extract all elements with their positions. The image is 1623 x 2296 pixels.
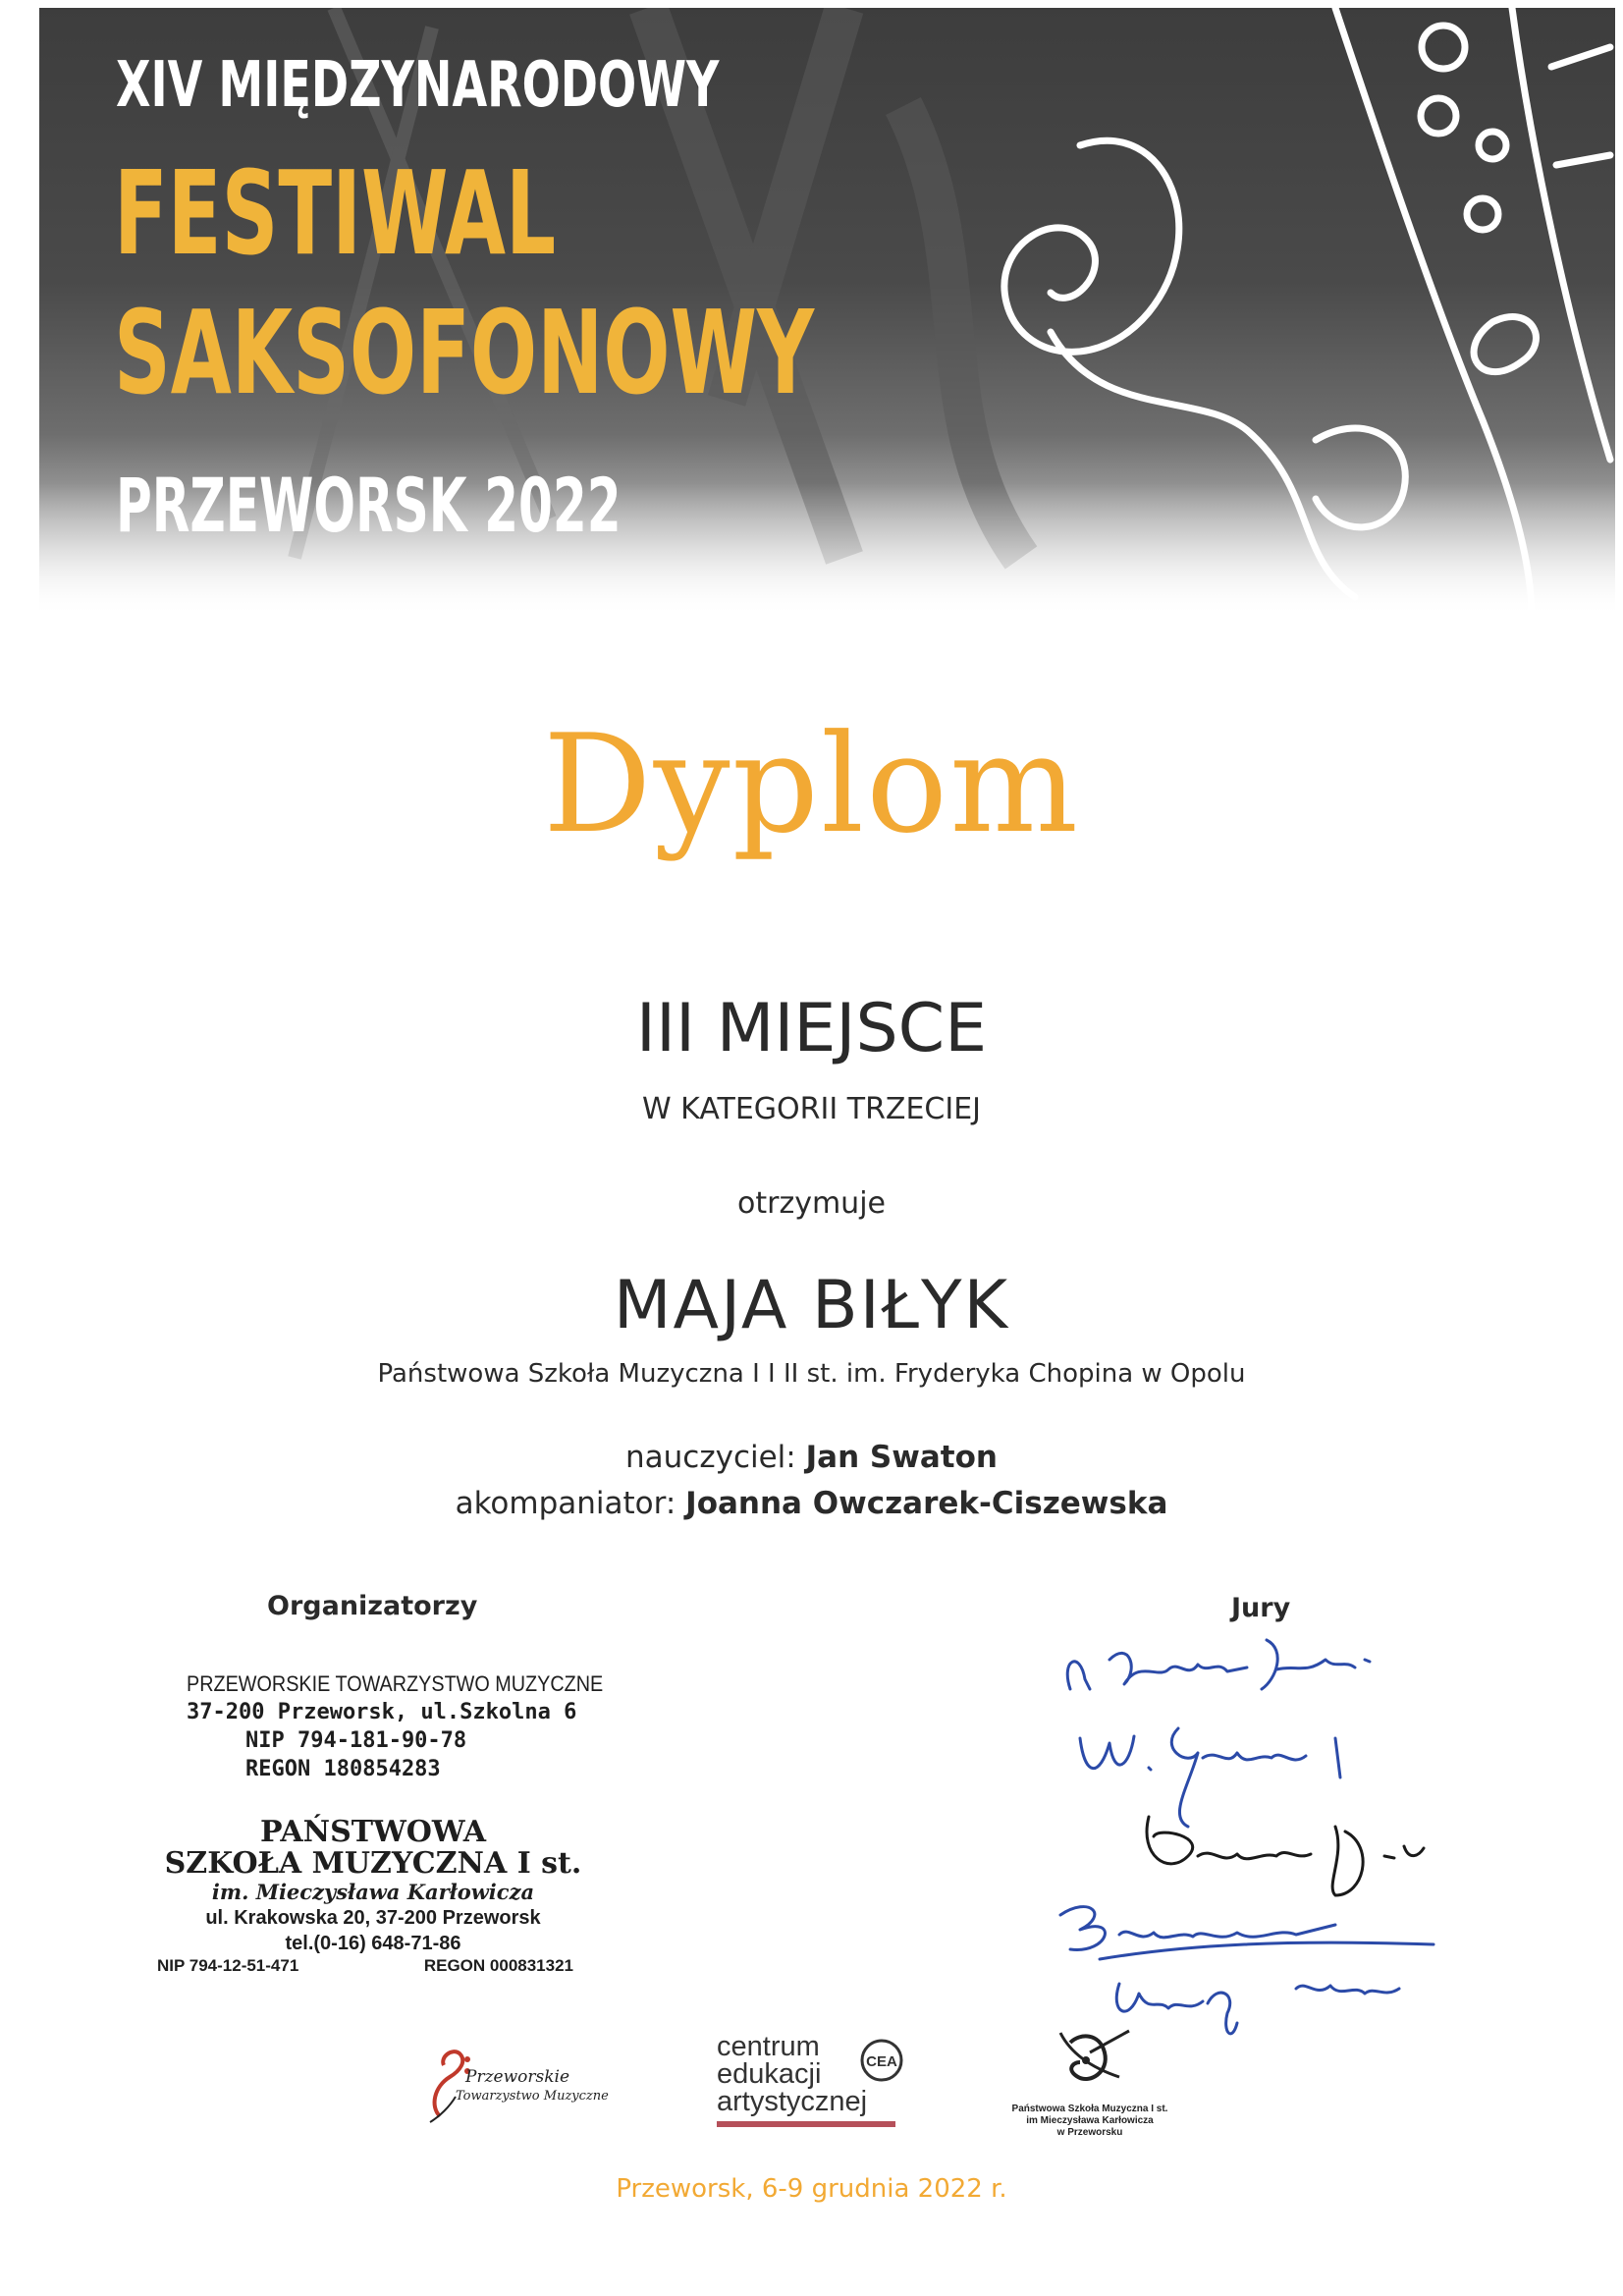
ptm-logo [412,2048,628,2136]
receives-label: otrzymuje [737,1186,886,1221]
award-place: III MIEJSCE [635,990,988,1067]
psm-przeworsk-stamp [157,1817,589,1976]
teacher-name: Jan Swaton [805,1440,998,1475]
violin-icon [1051,2023,1139,2092]
cea-logo [717,2033,913,2131]
signature-1 [1067,1640,1370,1689]
ptm-logo-name1: Przeworskie [465,2067,570,2087]
cea-line3: artystycznej [717,2086,868,2117]
psm-logo-line1: Państwowa Szkoła Muzyczna I st. [1011,2104,1168,2114]
award-category: W KATEGORII TRZECIEJ [641,1092,982,1126]
stamp1-line4: REGON 180854283 [245,1757,441,1781]
recipient-name: MAJA BIŁYK [613,1267,1010,1344]
festival-banner [39,8,1615,617]
bass-clef-icon [420,2048,479,2126]
teacher-line [0,1440,1623,1475]
stamp1-line2: 37-200 Przeworsk, ul.Szkolna 6 [187,1700,577,1724]
recipient-school: Państwowa Szkoła Muzyczna I I II st. im. Fryderyka Chopina w Opolu [377,1359,1246,1389]
diploma-title: Dyplom [542,705,1081,863]
banner-festival: FESTIWAL [114,145,557,281]
psm-logo [992,2023,1188,2151]
stamp2-line4: ul. Krakowska 20, 37-200 Przeworsk [205,1907,541,1929]
banner-edition: XIV MIĘDZYNARODOWY [116,49,720,122]
stamp2-line1: PAŃSTWOWA [260,1815,486,1849]
accompanist-line [0,1486,1623,1521]
stamp1-line3: NIP 794-181-90-78 [245,1728,467,1753]
banner-saxophone: SAKSOFONOWY [114,285,815,420]
psm-logo-line2: im Mieczysława Karłowicza [1026,2115,1154,2126]
organizers-heading: Organizatorzy [267,1591,478,1621]
signature-2 [1080,1728,1340,1827]
stamp2-line5: tel.(0-16) 648-71-86 [285,1933,461,1954]
cea-underline [717,2121,895,2127]
jury-heading: Jury [1231,1593,1291,1623]
accompanist-name: Joanna Owczarek-Ciszewska [685,1486,1168,1521]
stamp2-line2: SZKOŁA MUZYCZNA I st. [164,1846,582,1881]
teacher-label: nauczyciel: [625,1440,796,1475]
stamp2-nip: NIP 794-12-51-471 [157,1956,299,1975]
cea-line2: edukacji [717,2058,822,2090]
ptm-logo-name2: Towarzystwo Muzyczne [456,2089,609,2104]
signature-3 [1147,1817,1424,1895]
stamp2-line3: im. Mieczysława Karłowicza [211,1880,535,1904]
psm-logo-line3: w Przeworsku [1056,2127,1123,2138]
signature-4 [1060,1907,1434,1959]
cea-line1: centrum [717,2031,820,2062]
ptm-stamp [187,1669,649,1783]
accompanist-label: akompaniator: [455,1486,676,1521]
cea-mark-text: CEA [866,2053,897,2070]
stamp2-ids [157,1956,589,1976]
jury-signatures [1041,1620,1502,2043]
stamp1-line1: PRZEWORSKIE TOWARZYSTWO MUZYCZNE [187,1671,604,1696]
banner-city-year: PRZEWORSK 2022 [116,462,622,549]
cea-mark-icon [858,2037,905,2084]
stamp2-regon: REGON 000831321 [423,1956,573,1975]
place-and-date: Przeworsk, 6-9 grudnia 2022 r. [616,2174,1007,2204]
